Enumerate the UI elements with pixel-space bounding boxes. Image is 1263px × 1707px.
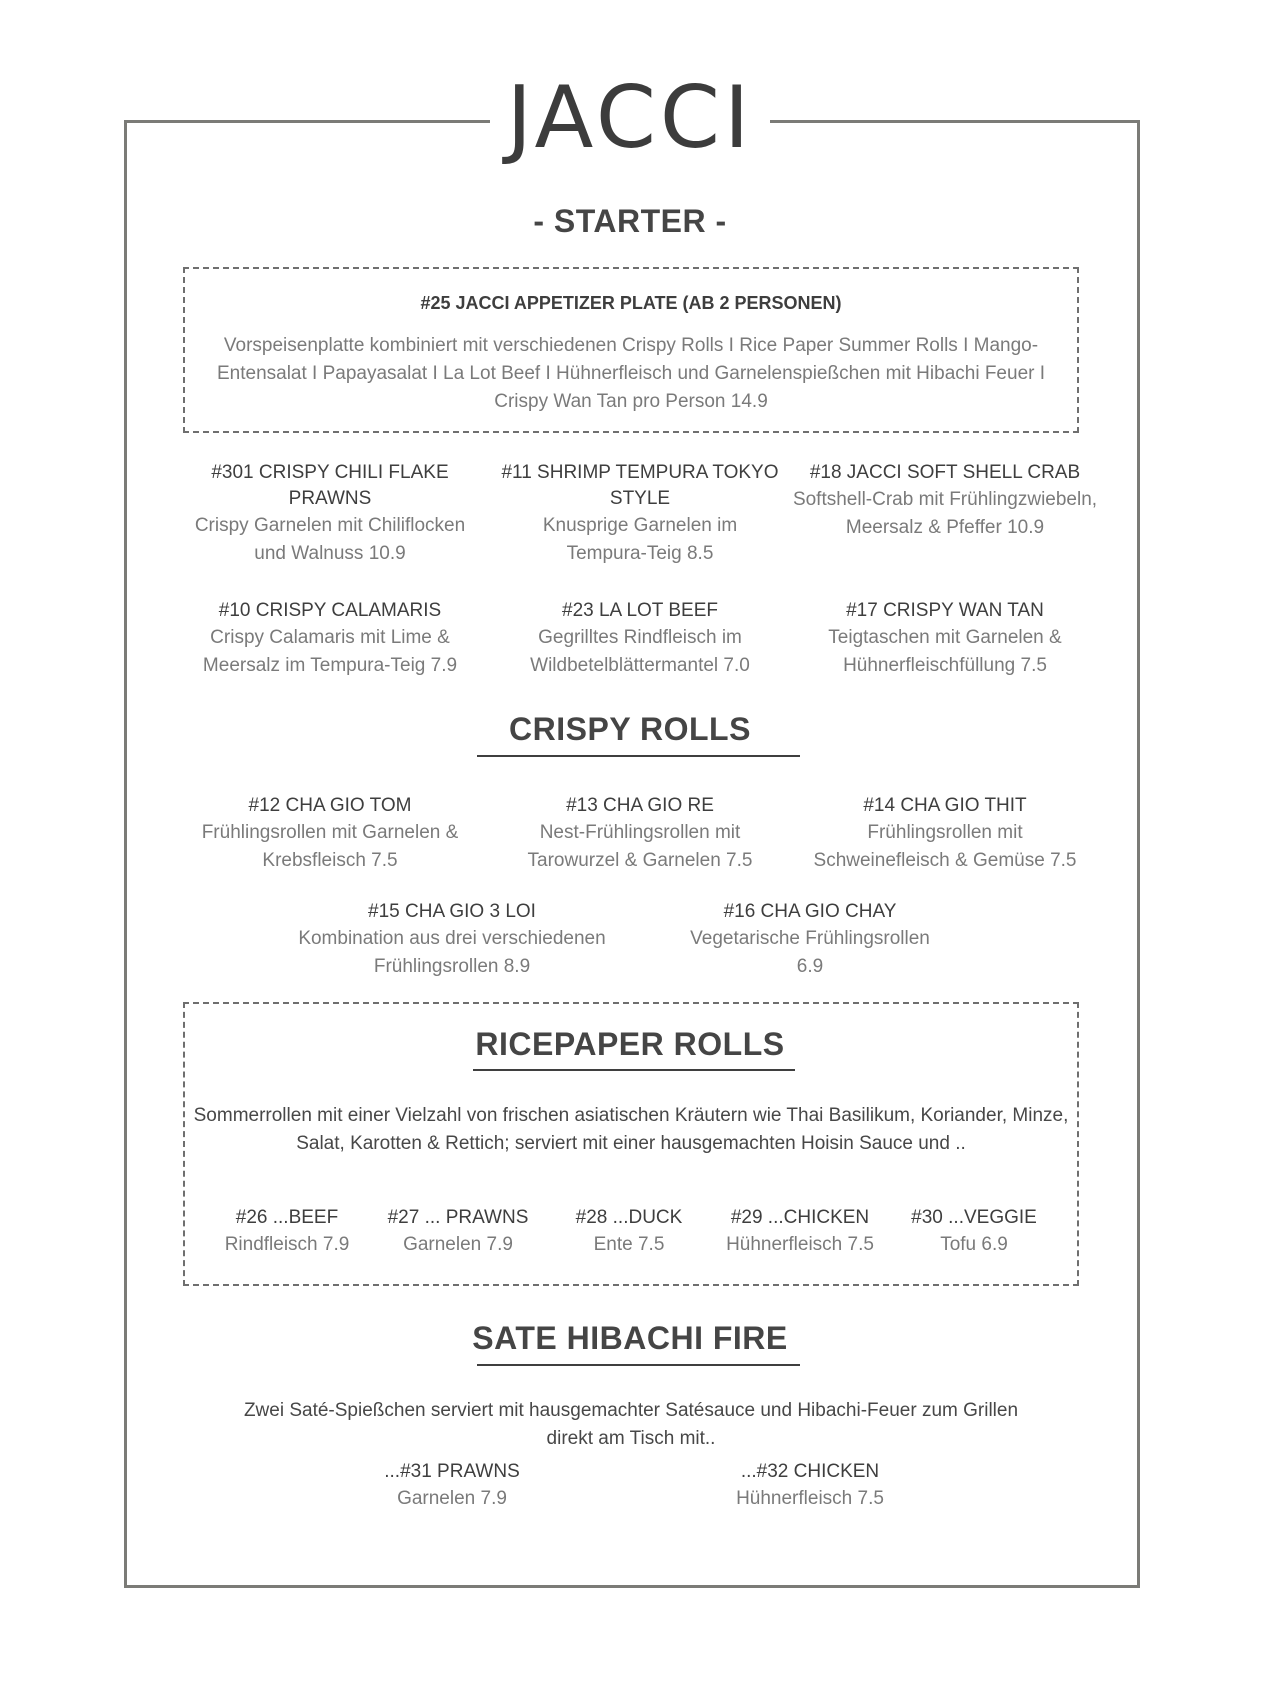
menu-item [480,598,800,680]
item-desc: Teigtaschen mit Garnelen & [828,627,1062,648]
item-desc: Frühlingsrollen mit Garnelen & [201,822,459,843]
item-title: #16 CHA GIO CHAY [723,901,897,922]
item-desc: Gegrilltes Rindfleisch im [538,627,742,648]
menu-item [650,899,970,981]
menu-item [368,1205,548,1259]
section-divider [477,755,800,757]
menu-item [785,598,1105,680]
ricepaper-intro-1: Sommerrollen mit einer Vielzahl von frischen asiatischen Kräutern wie Thai Basilikum, Koriander, Minze, [193,1105,1069,1126]
item-title: #11 SHRIMP TEMPURA TOKYO STYLE [501,462,779,509]
menu-item [480,793,800,875]
section-divider [473,1069,795,1071]
menu-item [884,1205,1064,1259]
menu-item [480,460,800,568]
ricepaper-title: RICEPAPER ROLLS [475,1026,785,1062]
item-title: #26 ...BEEF [235,1207,339,1228]
item-desc: Vegetarische Frühlingsrollen [690,928,930,949]
item-desc: Kombination aus drei verschiedenen [298,928,606,949]
item-desc: 6.9 [796,956,824,977]
item-desc: Meersalz & Pfeffer 10.9 [845,517,1045,538]
item-desc: Hühnerfleischfüllung 7.5 [843,655,1047,676]
item-title: #18 JACCI SOFT SHELL CRAB [809,462,1081,483]
item-desc: Softshell-Crab mit Frühlingzwiebeln, [792,489,1098,510]
menu-item [539,1205,719,1259]
item-title: #12 CHA GIO TOM [248,795,412,816]
item-desc: Hühnerfleisch 7.5 [726,1234,874,1255]
item-title: #27 ... PRAWNS [387,1207,529,1228]
item-title: #30 ...VEGGIE [911,1207,1037,1228]
appetizer-plate-desc-3: Crispy Wan Tan pro Person 14.9 [494,391,768,412]
item-title: ...#31 PRAWNS [384,1461,520,1482]
item-title: #23 LA LOT BEEF [562,600,718,621]
starter-title: - STARTER - [533,203,727,239]
menu-item [170,460,490,568]
item-desc: Schweinefleisch & Gemüse 7.5 [813,850,1077,871]
item-title: #29 ...CHICKEN [730,1207,870,1228]
item-title: #13 CHA GIO RE [566,795,714,816]
item-desc: Tofu 6.9 [940,1234,1008,1255]
item-desc: Crispy Garnelen mit Chiliflocken [194,515,466,536]
appetizer-plate-desc-1: Vorspeisenplatte kombiniert mit verschiedenen Crispy Rolls I Rice Paper Summer Rolls I Mango- [223,335,1039,356]
menu-item [197,1205,377,1259]
item-title: #17 CRISPY WAN TAN [846,600,1044,621]
menu-item [710,1205,890,1259]
ricepaper-intro-2: Salat, Karotten & Rettich; serviert mit einer hausgemachten Hoisin Sauce und .. [296,1133,966,1154]
menu-item [785,460,1105,542]
sate-intro-1: Zwei Saté-Spießchen serviert mit hausgemachter Satésauce und Hibachi-Feuer zum Grillen [243,1400,1019,1421]
menu-item [170,793,490,875]
crispy-rolls-title: CRISPY ROLLS [509,711,751,747]
item-desc: Frühlingsrollen mit [867,822,1023,843]
item-desc: Crispy Calamaris mit Lime & [210,627,450,648]
menu-item [322,1459,582,1513]
item-desc: Hühnerfleisch 7.5 [736,1488,884,1509]
menu-item [785,793,1105,875]
menu-item [680,1459,940,1513]
item-desc: Ente 7.5 [593,1234,665,1255]
item-title: #14 CHA GIO THIT [863,795,1027,816]
item-desc: Garnelen 7.9 [397,1488,507,1509]
item-title: #15 CHA GIO 3 LOI [368,901,536,922]
item-title: #28 ...DUCK [575,1207,683,1228]
sate-title: SATE HIBACHI FIRE [472,1320,788,1356]
item-desc: Meersalz im Tempura-Teig 7.9 [202,655,458,676]
item-title: ...#32 CHICKEN [740,1461,880,1482]
brand-logo: JACCI [506,68,754,168]
sate-intro-2: direkt am Tisch mit.. [546,1428,716,1449]
item-desc: Krebsfleisch 7.5 [262,850,398,871]
item-desc: Nest-Frühlingsrollen mit [539,822,741,843]
item-desc: Garnelen 7.9 [403,1234,513,1255]
appetizer-plate-desc-2: Entensalat I Papayasalat I La Lot Beef I Hühnerfleisch und Garnelenspießchen mit Hibachi Feuer I [216,363,1046,384]
appetizer-plate-title: #25 JACCI APPETIZER PLATE (AB 2 PERSONEN) [420,293,842,313]
item-title: #10 CRISPY CALAMARIS [218,600,442,621]
item-desc: und Walnuss 10.9 [254,543,406,564]
item-desc: Rindfleisch 7.9 [224,1234,350,1255]
section-divider [477,1364,800,1366]
menu-item [292,899,612,981]
item-desc: Wildbetelblättermantel 7.0 [530,655,750,676]
item-desc: Tarowurzel & Garnelen 7.5 [527,850,753,871]
menu-item [170,598,490,680]
item-desc: Frühlingsrollen 8.9 [373,956,531,977]
item-title: #301 CRISPY CHILI FLAKE PRAWNS [211,462,449,509]
item-desc: Knusprige Garnelen im [542,515,738,536]
item-desc: Tempura-Teig 8.5 [566,543,714,564]
